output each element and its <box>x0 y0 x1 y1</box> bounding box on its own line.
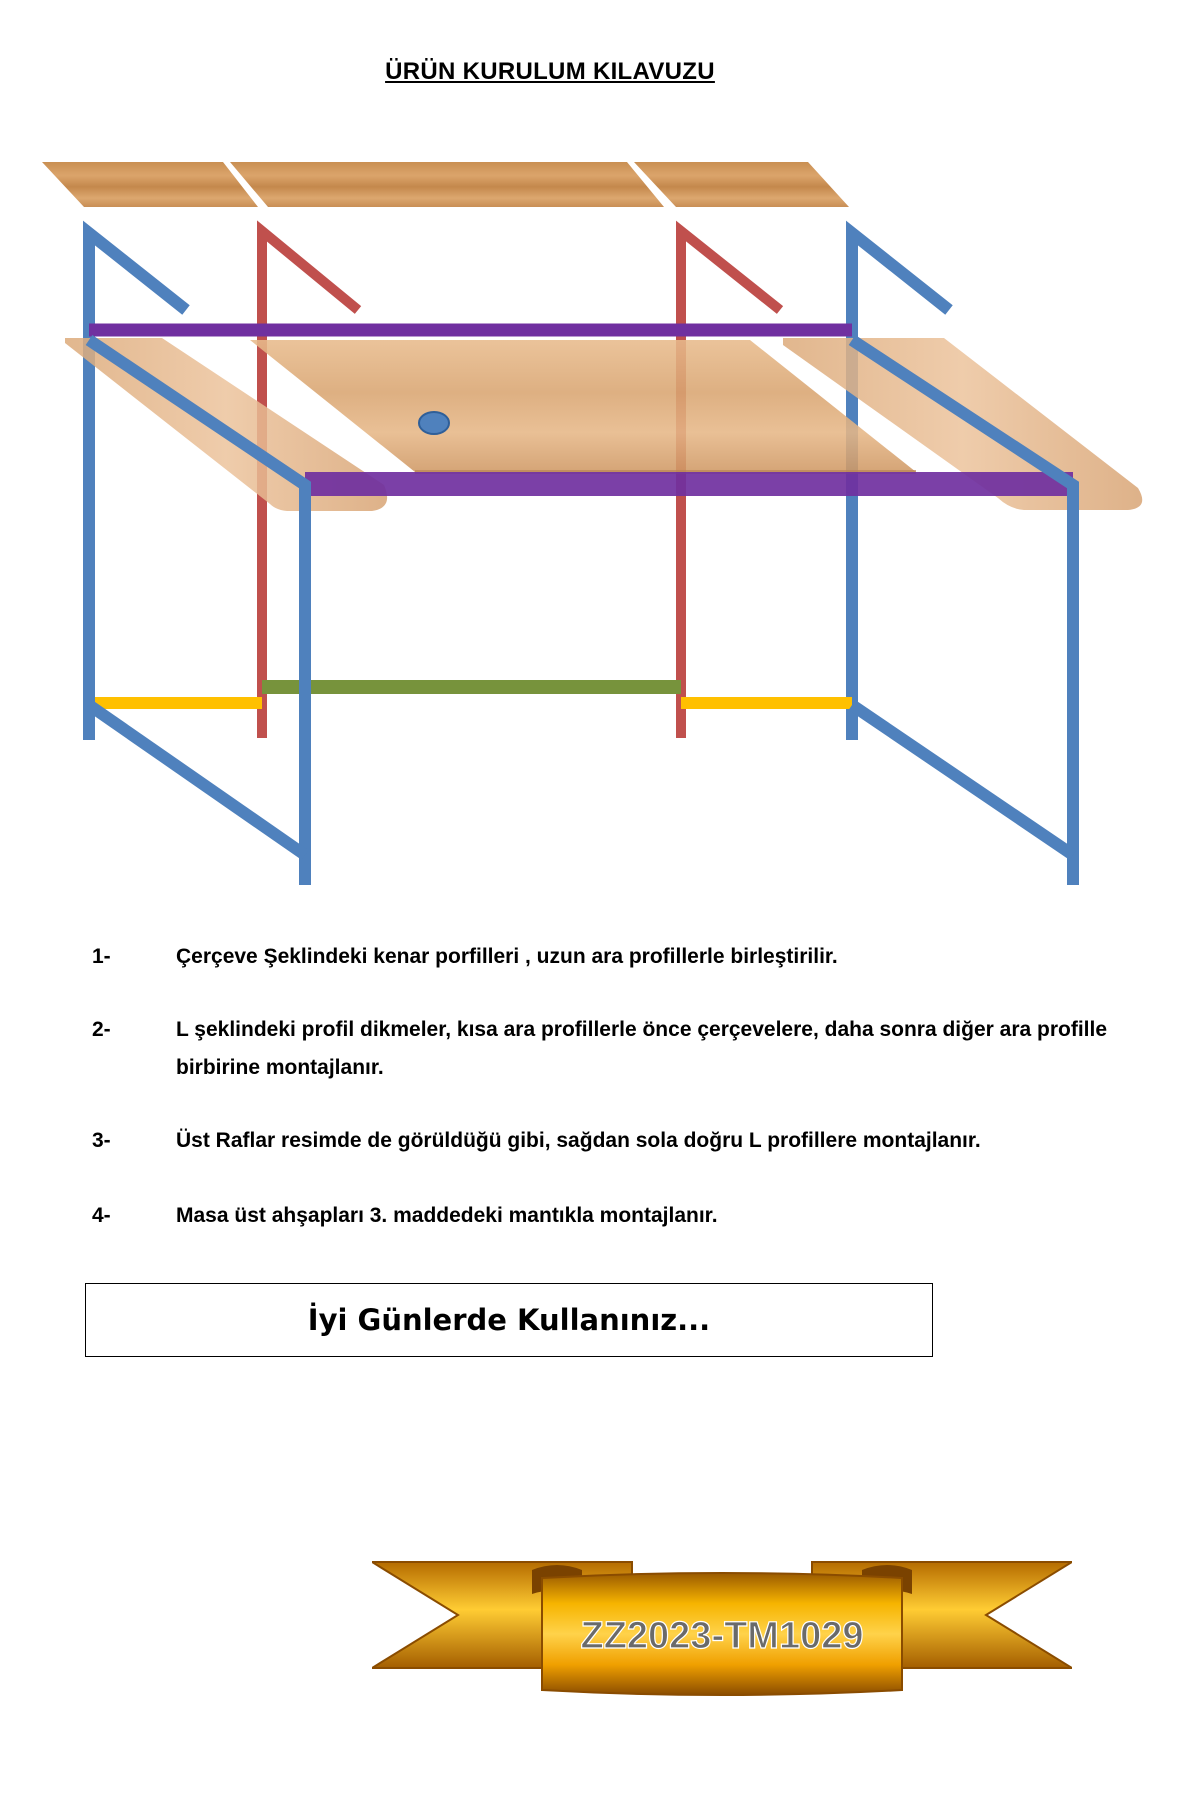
step-number: 4- <box>92 1204 111 1227</box>
page-title: ÜRÜN KURULUM KILAVUZU <box>385 58 715 85</box>
top-shelf-middle <box>230 162 664 207</box>
top-shelf-left <box>42 162 258 207</box>
top-shelf-boards <box>42 162 849 207</box>
assembly-diagram <box>0 140 1200 920</box>
step-number: 2- <box>92 1018 111 1041</box>
step-text: L şeklindeki profil dikmeler, kısa ara profillerle önce çerçevelere, daha sonra diğer ara profille birbirine montajlanır. <box>176 1018 1108 1079</box>
step-number: 1- <box>92 945 111 968</box>
step-number: 3- <box>92 1129 111 1152</box>
frame-right-bottom <box>852 705 1073 855</box>
closing-message: İyi Günlerde Kullanınız... <box>307 1303 711 1337</box>
step-text: Masa üst ahşapları 3. maddedeki mantıkla montajlanır. <box>176 1204 718 1227</box>
closing-message-box <box>85 1283 933 1357</box>
frame-left-bottom <box>89 705 305 855</box>
frame-left-back <box>89 233 186 740</box>
cable-hole <box>419 412 449 434</box>
product-code: ZZ2023-TM1029 <box>580 1615 864 1657</box>
product-code-banner <box>372 1560 1072 1710</box>
top-shelf-right <box>634 162 849 207</box>
step-text: Üst Raflar resimde de görüldüğü gibi, sağdan sola doğru L profillere montajlanır. <box>176 1129 981 1152</box>
step-text: Çerçeve Şeklindeki kenar porfilleri , uzun ara profillerle birleştirilir. <box>176 945 838 968</box>
